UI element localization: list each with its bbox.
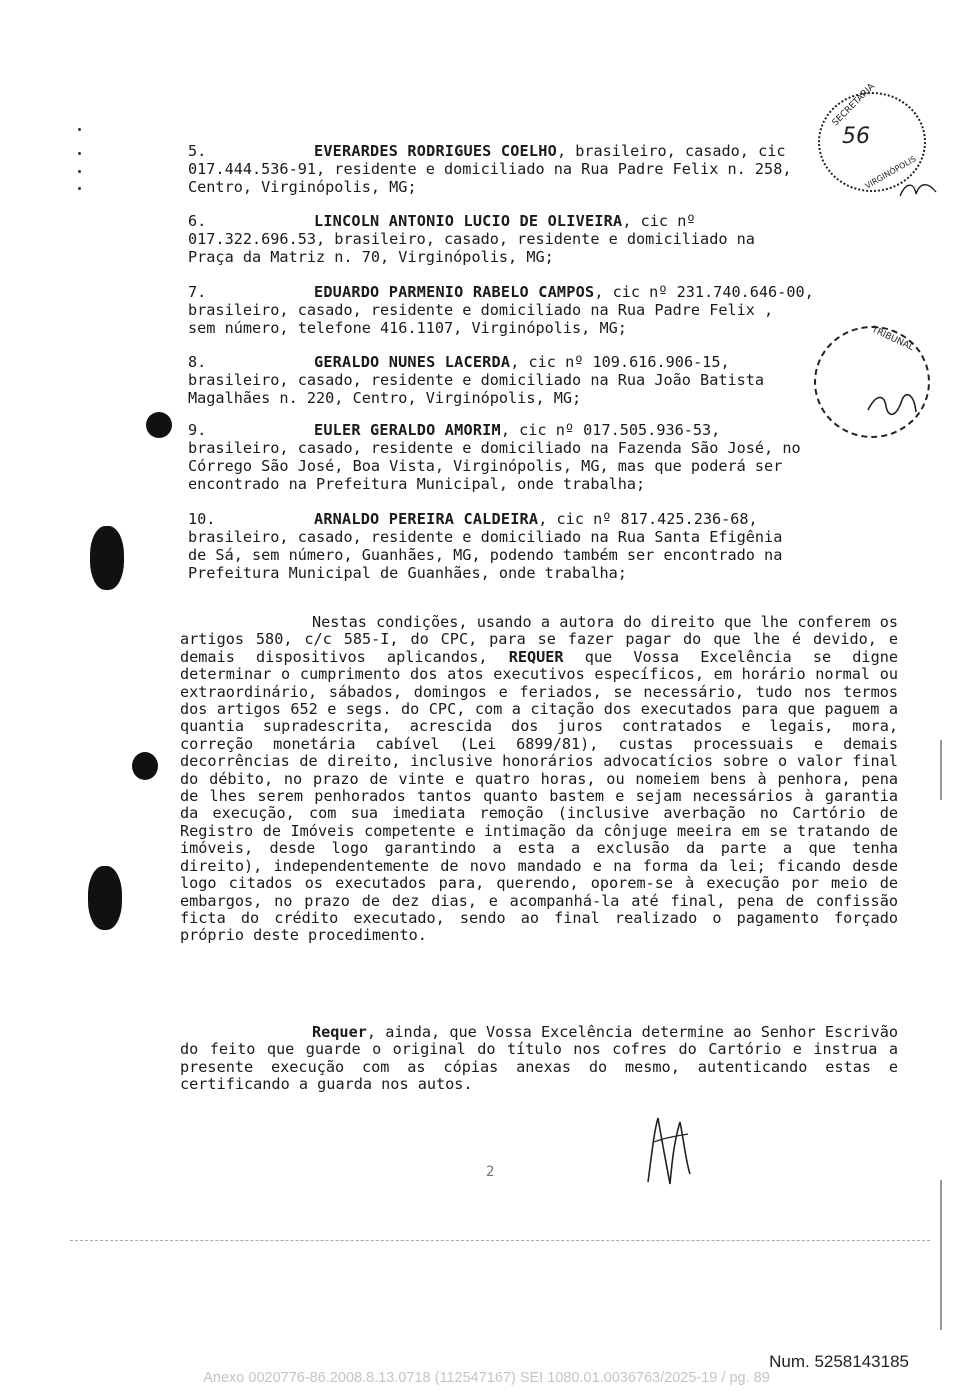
request-paragraph: Nestas condições, usando a autora do direito que lhe conferem os artigos 580, c/c 585-I, do CPC, para se fazer pagar do que lhe é devido, e demais dispositivos aplicandos, REQUER que Vossa Excelência se digne determinar o cumprimento dos atos executivos específicos, em horário normal ou extraordinário, sábados, domingos e feriados, se necessário, tudo nos termos dos artigos 652 e segs. do CPC, com a citação dos executados para que paguem a quantia supradescrita, acrescida dos juros contratados e legais, mora, correção monetária cabível (Lei 6899/81), custas processuais e demais decorrências de direito, inclusive honorários advocatícios sobre o valor final do débito, no prazo de vinte e quatro horas, ou nomeiem bens à penhora, pena de lhes serem penhorados tantos quanto bastem e sejam necessários à garantia da execução, com sua imediata remoção (inclusive averbação no Cartório de Registro de Imóveis competente e intimação da cônjuge meeira em se tratando de imóveis, desde logo garantindo a esta a exclusão da parte a que tenha direito), independentemente de novo mandado e na forma da lei; ficando desde logo citados os executados para, querendo, oporem-se à execução por meio de embargos, no prazo de dez dias, e acompanhá-la até final, pena de confissão ficta do crédito executado, sendo ao final realizado o pagamento forçado próprio deste procedimento. bbox=[180, 613, 898, 945]
document-number: Num. 5258143185 bbox=[769, 1352, 909, 1371]
party-entry-6: 6. LINCOLN ANTONIO LUCIO DE OLIVEIRA, cic nº 017.322.696.53, brasileiro, casado, residente e domiciliado na Praça da Matriz n. 70, Virginópolis, MG; bbox=[188, 212, 755, 266]
party-entry-10: 10. ARNALDO PEREIRA CALDEIRA, cic nº 817.425.236-68, brasileiro, casado, residente e domiciliado na Rua Santa Efigênia de Sá, sem número, Guanhães, MG, podendo também ser encontrado na Prefeitura Municipal de Guanhães, onde trabalha; bbox=[188, 510, 783, 582]
party-entry-7: 7. EDUARDO PARMENIO RABELO CAMPOS, cic nº 231.740.646-00, brasileiro, casado, residente e domiciliado na Rua Padre Felix , sem número, telefone 416.1107, Virginópolis, MG; bbox=[188, 283, 814, 337]
margin-speck bbox=[78, 128, 81, 131]
party-entry-5: 5. EVERARDES RODRIGUES COELHO, brasileiro, casado, cic 017.444.536-91, residente e domiciliado na Rua Padre Felix n. 258, Centro, Virginópolis, MG; bbox=[188, 142, 792, 196]
party-entry-8: 8. GERALDO NUNES LACERDA, cic nº 109.616.906-15, brasileiro, casado, residente e domiciliado na Rua João Batista Magalhães n. 220, Centro, Virginópolis, MG; bbox=[188, 353, 765, 407]
punch-hole bbox=[146, 412, 172, 438]
edge-mark bbox=[940, 740, 942, 800]
edge-mark bbox=[940, 1180, 942, 1330]
secretaria-stamp-label: SECRETARIA bbox=[830, 81, 878, 129]
annex-reference: Anexo 0020776-86.2008.8.13.0718 (112547167) SEI 1080.01.0036763/2025-19 / pg. 89 bbox=[203, 1370, 770, 1386]
margin-initials bbox=[896, 178, 940, 202]
secretaria-stamp-number: 56 bbox=[842, 124, 870, 149]
further-request-paragraph: Requer, ainda, que Vossa Excelência determine ao Senhor Escrivão do feito que guarde o original do título nos cofres do Cartório e instrua a presente execução com as cópias anexas do mesmo, autenticando estas e certificando a guarda nos autos. bbox=[180, 1023, 898, 1094]
margin-speck bbox=[78, 170, 81, 173]
secretaria-stamp-place: VIRGINÓPOLIS bbox=[863, 154, 918, 191]
punch-hole bbox=[90, 526, 124, 590]
margin-speck bbox=[78, 152, 81, 155]
party-entry-9: 9. EULER GERALDO AMORIM, cic nº 017.505.936-53, brasileiro, casado, residente e domiciliado na Fazenda São José, no Córrego São José, Boa Vista, Virginópolis, MG, mas que poderá ser encontrado na Prefeitura Municipal, onde trabalha; bbox=[188, 421, 801, 493]
signature bbox=[640, 1112, 700, 1192]
bottom-dashed-line bbox=[70, 1240, 930, 1242]
punch-hole bbox=[132, 752, 158, 780]
tribunal-stamp-label: TRIBUNAL bbox=[869, 324, 916, 354]
stamp-initials bbox=[862, 388, 922, 422]
punch-hole bbox=[88, 866, 122, 930]
margin-speck bbox=[78, 187, 81, 190]
page-number: 2 bbox=[486, 1164, 495, 1180]
